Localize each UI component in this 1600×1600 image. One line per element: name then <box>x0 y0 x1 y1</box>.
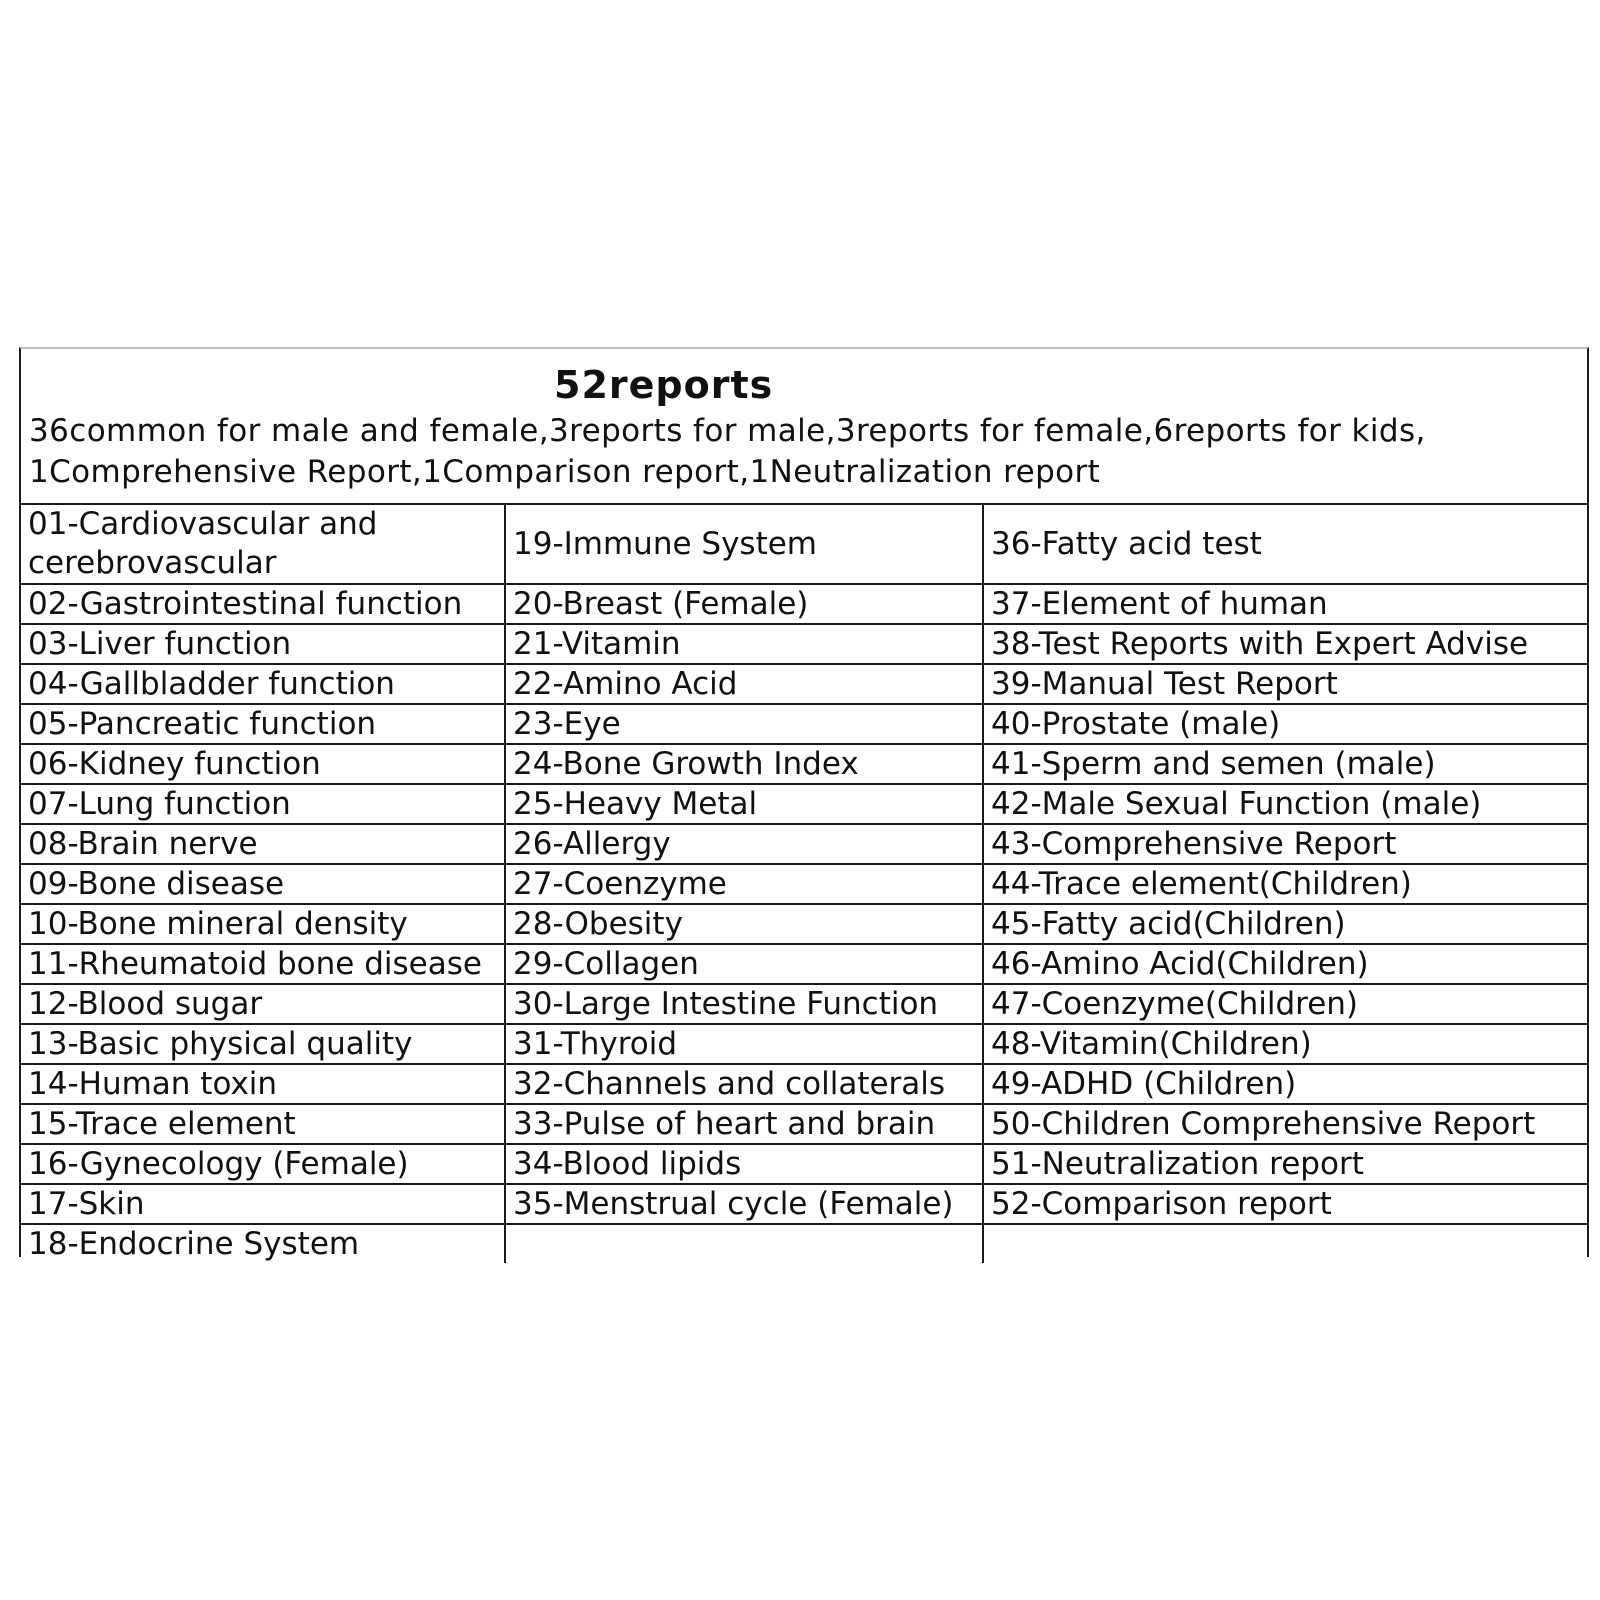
table-row <box>21 584 1587 624</box>
report-cell: 02-Gastrointestinal function <box>21 584 505 624</box>
report-cell: 48-Vitamin(Children) <box>983 1024 1587 1064</box>
report-cell: 13-Basic physical quality <box>21 1024 505 1064</box>
report-cell: 01-Cardiovascular and cerebrovascular <box>21 505 505 584</box>
report-cell: 50-Children Comprehensive Report <box>983 1104 1587 1144</box>
reports-document <box>19 347 1589 1262</box>
report-cell: 44-Trace element(Children) <box>983 864 1587 904</box>
report-cell: 49-ADHD (Children) <box>983 1064 1587 1104</box>
report-cell: 19-Immune System <box>505 505 983 584</box>
report-cell: 29-Collagen <box>505 944 983 984</box>
report-cell: 45-Fatty acid(Children) <box>983 904 1587 944</box>
table-row <box>21 864 1587 904</box>
page-title: 52reports <box>554 363 774 407</box>
report-cell: 32-Channels and collaterals <box>505 1064 983 1104</box>
report-cell: 17-Skin <box>21 1184 505 1224</box>
table-row <box>21 624 1587 664</box>
table-row <box>21 784 1587 824</box>
table-row <box>21 1144 1587 1184</box>
report-cell: 21-Vitamin <box>505 624 983 664</box>
report-cell: 41-Sperm and semen (male) <box>983 744 1587 784</box>
report-cell: 33-Pulse of heart and brain <box>505 1104 983 1144</box>
report-cell <box>505 1224 983 1263</box>
report-cell: 08-Brain nerve <box>21 824 505 864</box>
report-cell: 24-Bone Growth Index <box>505 744 983 784</box>
report-cell: 04-Gallbladder function <box>21 664 505 704</box>
document-header <box>21 349 1587 505</box>
report-cell: 35-Menstrual cycle (Female) <box>505 1184 983 1224</box>
table-row <box>21 824 1587 864</box>
report-cell: 28-Obesity <box>505 904 983 944</box>
report-cell: 40-Prostate (male) <box>983 704 1587 744</box>
report-cell: 25-Heavy Metal <box>505 784 983 824</box>
report-cell: 20-Breast (Female) <box>505 584 983 624</box>
page-subtitle: 36common for male and female,3reports for male,3reports for female,6reports for kids, 1Comprehensive Report,1Comparison report,1Neutralization report <box>29 413 1426 490</box>
report-cell: 31-Thyroid <box>505 1024 983 1064</box>
report-cell: 27-Coenzyme <box>505 864 983 904</box>
table-row <box>21 744 1587 784</box>
table-row <box>21 1024 1587 1064</box>
report-cell: 47-Coenzyme(Children) <box>983 984 1587 1024</box>
table-row <box>21 704 1587 744</box>
table-row <box>21 1224 1587 1263</box>
report-cell: 07-Lung function <box>21 784 505 824</box>
table-row <box>21 505 1587 584</box>
report-cell: 05-Pancreatic function <box>21 704 505 744</box>
reports-table-body <box>21 505 1587 1263</box>
report-cell: 18-Endocrine System <box>21 1224 505 1263</box>
table-row <box>21 904 1587 944</box>
report-cell: 14-Human toxin <box>21 1064 505 1104</box>
report-cell: 30-Large Intestine Function <box>505 984 983 1024</box>
report-cell: 52-Comparison report <box>983 1184 1587 1224</box>
report-cell: 34-Blood lipids <box>505 1144 983 1184</box>
table-row <box>21 1064 1587 1104</box>
report-cell: 03-Liver function <box>21 624 505 664</box>
report-cell: 06-Kidney function <box>21 744 505 784</box>
report-cell: 38-Test Reports with Expert Advise <box>983 624 1587 664</box>
report-cell: 43-Comprehensive Report <box>983 824 1587 864</box>
reports-table <box>21 505 1587 1263</box>
report-cell: 46-Amino Acid(Children) <box>983 944 1587 984</box>
table-row <box>21 664 1587 704</box>
report-cell: 10-Bone mineral density <box>21 904 505 944</box>
report-cell: 09-Bone disease <box>21 864 505 904</box>
report-cell: 26-Allergy <box>505 824 983 864</box>
report-cell: 12-Blood sugar <box>21 984 505 1024</box>
report-cell: 37-Element of human <box>983 584 1587 624</box>
report-cell: 22-Amino Acid <box>505 664 983 704</box>
report-cell: 23-Eye <box>505 704 983 744</box>
report-cell: 15-Trace element <box>21 1104 505 1144</box>
report-cell: 51-Neutralization report <box>983 1144 1587 1184</box>
report-cell: 39-Manual Test Report <box>983 664 1587 704</box>
report-cell: 36-Fatty acid test <box>983 505 1587 584</box>
report-cell: 11-Rheumatoid bone disease <box>21 944 505 984</box>
report-cell: 16-Gynecology (Female) <box>21 1144 505 1184</box>
table-row <box>21 944 1587 984</box>
report-cell <box>983 1224 1587 1263</box>
table-row <box>21 1184 1587 1224</box>
report-cell: 42-Male Sexual Function (male) <box>983 784 1587 824</box>
table-row <box>21 984 1587 1024</box>
table-row <box>21 1104 1587 1144</box>
